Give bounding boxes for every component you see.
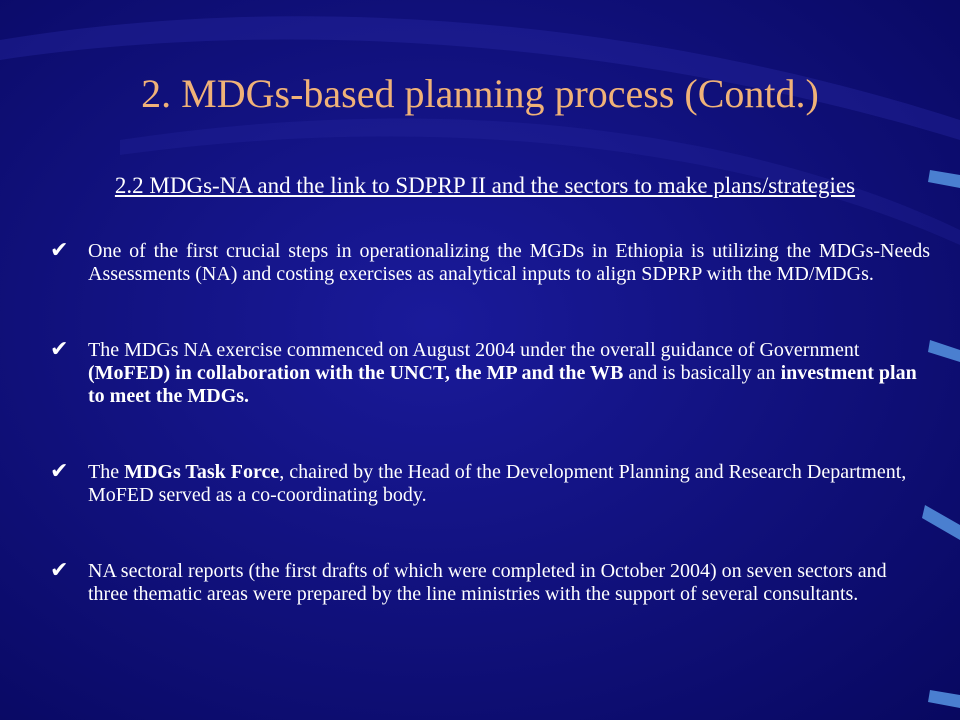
- bullet-list: [50, 240, 930, 606]
- bullet-text: NA sectoral reports (the first drafts of which were completed in October 2004) on seven sectors and three thematic areas were prepared by the line ministries with the support of several consultants.: [88, 560, 887, 605]
- checkmark-icon: ✔: [50, 459, 69, 484]
- bullet-text: , chaired by the Head of the Development Planning and Research Department, MoFED served as a co-coordinating body.: [88, 461, 907, 506]
- checkmark-icon: ✔: [50, 238, 69, 263]
- bullet-bold-text: (MoFED) in collaboration with the UNCT, the MP and the WB: [88, 362, 624, 384]
- bullet-item: [50, 560, 930, 606]
- bullet-item: [50, 461, 930, 507]
- checkmark-icon: ✔: [50, 558, 69, 583]
- bullet-text: The: [88, 461, 125, 483]
- bullet-bold-text: investment plan to meet the MDGs.: [88, 362, 917, 407]
- bullet-bold-text: MDGs Task Force: [124, 461, 280, 483]
- bullet-text: The MDGs NA exercise commenced on August 2004 under the overall guidance of Government: [88, 339, 860, 361]
- slide-title: 2. MDGs-based planning process (Contd.): [141, 71, 819, 116]
- bullet-text: One of the first crucial steps in operationalizing the MGDs in Ethiopia is utilizing the MDGs-Needs Assessments (NA) and costing exercises as analytical inputs to align SDPRP with the MD/MDGs.: [88, 240, 930, 285]
- bullet-item: [50, 240, 930, 286]
- bullet-text: and is basically an: [623, 362, 781, 384]
- checkmark-icon: ✔: [50, 337, 69, 362]
- bullet-item: [50, 339, 930, 408]
- slide-subtitle: 2.2 MDGs-NA and the link to SDPRP II and the sectors to make plans/strategies: [114, 173, 856, 198]
